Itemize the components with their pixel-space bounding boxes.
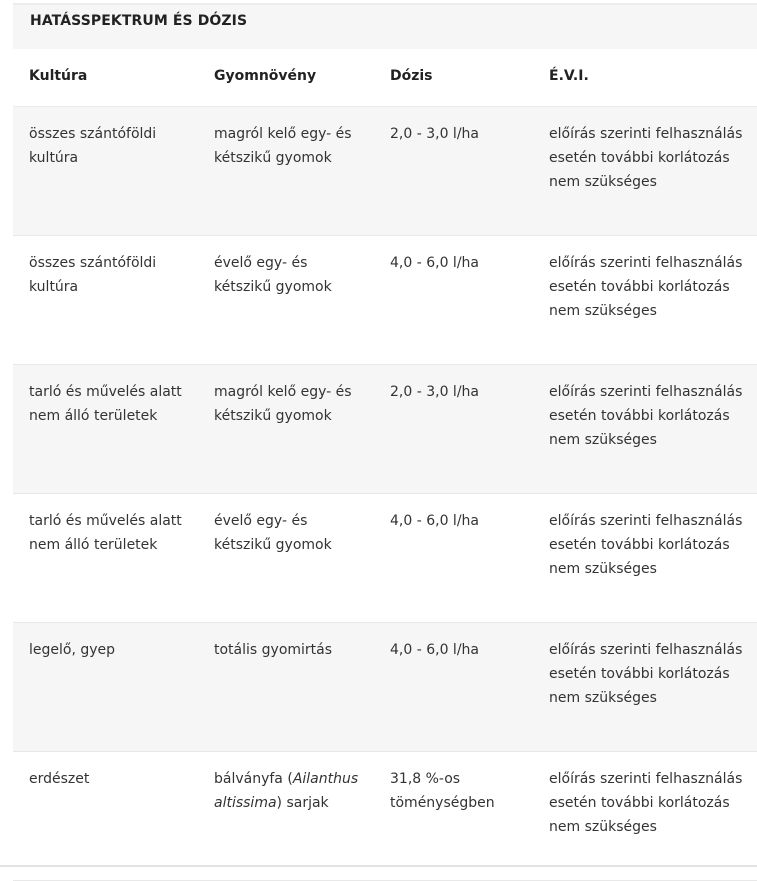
cell-gyomnoveny: totális gyomirtás [198,622,374,751]
cell-kultura: legelő, gyep [13,622,198,751]
table-row [13,493,757,622]
cell-gyomnoveny: évelő egy- és kétszikű gyomok [198,493,374,622]
species-latin-name: Ailanthus altissima [214,770,359,811]
table-row [13,106,757,235]
cell-gyomnoveny [198,751,374,880]
table-row [13,364,757,493]
table-row [13,751,757,880]
column-header-dozis: Dózis [374,49,533,106]
table-row [13,235,757,364]
cell-kultura: tarló és művelés alatt nem álló területek [13,364,198,493]
cell-evi: előírás szerinti felhasználás esetén további korlátozás nem szükséges [533,622,757,751]
column-header-evi: É.V.I. [533,49,757,106]
cell-gyomnoveny: évelő egy- és kétszikű gyomok [198,235,374,364]
cell-dozis: 4,0 - 6,0 l/ha [374,622,533,751]
cell-gyomnoveny: magról kelő egy- és kétszikű gyomok [198,364,374,493]
cell-dozis: 2,0 - 3,0 l/ha [374,106,533,235]
cell-kultura: összes szántóföldi kultúra [13,235,198,364]
gyomnoveny-text-after: ) sarjak [276,794,329,811]
cell-kultura: összes szántóföldi kultúra [13,106,198,235]
cell-dozis: 4,0 - 6,0 l/ha [374,235,533,364]
cell-evi: előírás szerinti felhasználás esetén további korlátozás nem szükséges [533,364,757,493]
cell-kultura: tarló és művelés alatt nem álló területek [13,493,198,622]
cell-kultura: erdészet [13,751,198,880]
column-header-kultura: Kultúra [13,49,198,106]
cell-evi: előírás szerinti felhasználás esetén további korlátozás nem szükséges [533,106,757,235]
table-header-row [13,49,757,106]
cell-gyomnoveny: magról kelő egy- és kétszikű gyomok [198,106,374,235]
cell-evi: előírás szerinti felhasználás esetén további korlátozás nem szükséges [533,751,757,880]
spectrum-dose-table [13,49,757,881]
cell-dozis: 2,0 - 3,0 l/ha [374,364,533,493]
cell-dozis: 31,8 %-os töménységben [374,751,533,880]
column-header-gyomnoveny: Gyomnövény [198,49,374,106]
gyomnoveny-text-before: bálványfa ( [214,770,293,787]
table-row [13,622,757,751]
cell-evi: előírás szerinti felhasználás esetén további korlátozás nem szükséges [533,235,757,364]
cell-dozis: 4,0 - 6,0 l/ha [374,493,533,622]
section-title: HATÁSSPEKTRUM ÉS DÓZIS [13,5,757,49]
cell-evi: előírás szerinti felhasználás esetén további korlátozás nem szükséges [533,493,757,622]
